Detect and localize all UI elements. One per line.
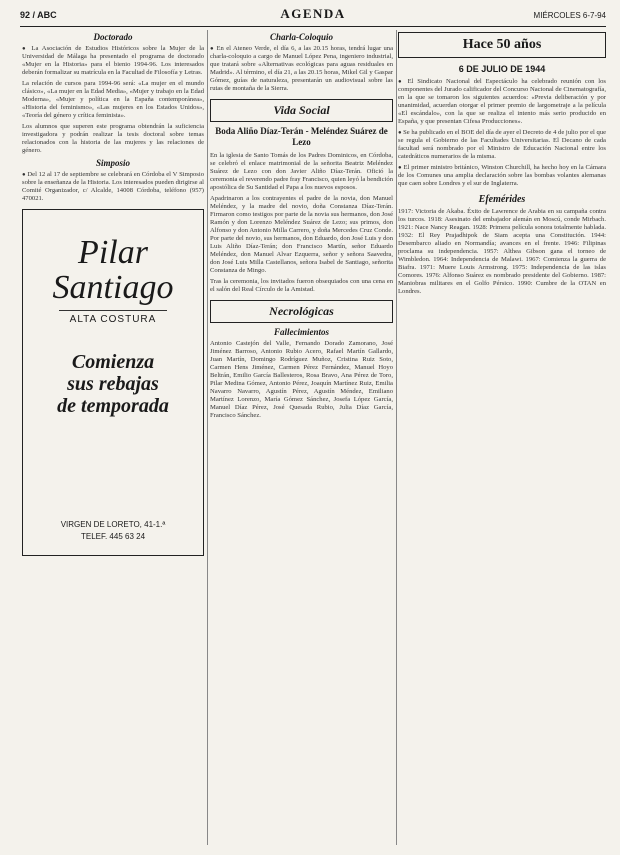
ad-address: VIRGEN DE LORETO, 41-1.ª: [60, 520, 166, 529]
column-right: [398, 30, 606, 299]
doctorado-text: La relación de cursos para 1994-96 será: «La mujer en el mundo clásico», «La mujer en la Edad Media», «Mujer y trabajo en la Edad Moderna», «Mujer y política en la España contemporánea», «Historia del feminismo», «Las mujeres en los Estados Unidos», «Teoría del género y crítica feminista».: [22, 80, 204, 119]
doctorado-heading: Doctorado: [93, 32, 133, 42]
ad-name-first: Pilar: [78, 234, 148, 271]
simposio-text: ● Del 12 al 17 de septiembre se celebrará en Córdoba el V Simposio sobre la enseñanza de la Historia. Los interesados pueden dirigirse al Comité Organizador, c/ Alcalde, 14008 Córdoba, teléfono (957) 470021.: [22, 171, 204, 203]
hace-50-anos-heading: Hace 50 años: [398, 32, 606, 58]
doctorado-text: ● La Asociación de Estudios Históricos sobre la Mujer de la Universidad de Málaga ha presentado el programa de doctorado «Mujer en la Historia» para el bienio 1994-96. Los interesados deberán formalizar su matrícula en la Facultad de Filosofía y Letras.: [22, 45, 204, 77]
charla-heading: Charla-Coloquio: [269, 32, 334, 42]
necrologicas-heading: Necrológicas: [210, 300, 393, 323]
hace-text: ● El primer ministro británico, Winston Churchill, ha hecho hoy en la Cámara de los Comunes una amplia declaración sobre las bombas volantes alemanas que caen sobre Londres y el sur de Inglaterra.: [398, 164, 606, 188]
boda-text: Tras la ceremonia, los invitados fueron obsequiados con una cena en el salón del Real Círculo de la Amistad.: [210, 278, 393, 293]
column-left: [22, 30, 204, 556]
efemerides-heading: Efemérides: [478, 194, 526, 205]
boda-title: Boda Aliño Díaz-Terán - Meléndez Suárez de Lezo: [215, 126, 388, 147]
hace-text: ● Se ha publicado en el BOE del día de ayer el Decreto de 4 de julio por el que se regula el Gobierno de las Facultades Universitarias. El Decano de cada facultad será nombrado por el Ministro de Educación Nacional entre los catedráticos numerarios de la misma.: [398, 129, 606, 161]
ad-promo-line: Comienza: [71, 351, 155, 373]
page-number: 92 / ABC: [20, 10, 57, 20]
boda-text: En la iglesia de Santo Tomás de los Padres Dominicos, en Córdoba, se celebró el enlace matrimonial de la señorita Beatriz Meléndez Suárez de Lezo con don Javier Aliño Díaz-Terán. Ofició la ceremonia el reverendo padre fray Francisco, quien leyó la bendición apostólica de Su Santidad el Papa a los nuevos esposos.: [210, 152, 393, 191]
column-divider: [396, 30, 397, 845]
historic-date: 6 DE JULIO DE 1944: [458, 64, 546, 74]
section-title: AGENDA: [280, 6, 346, 21]
advertisement: [22, 209, 204, 556]
issue-date: MIÉRCOLES 6-7-94: [533, 11, 606, 20]
ad-subtitle: ALTA COSTURA: [59, 310, 167, 325]
ad-phone: TELEF. 445 63 24: [80, 532, 146, 541]
boda-text: Apadrinaron a los contrayentes el padre de la novia, don Manuel Meléndez, y la madre del novio, doña Constanza Díaz-Terán. Firmaron como testigos por parte de la novia sus hermanos, don José Ramón y don Lorenzo Meléndez Suárez de Lezo; sus primos, don Alfonso y don Antonio Milla Carrero, y doña Mercedes Cruz Conde. Por parte del novio, sus hermanos, don Eduardo, don José Luis y don Luis Aliño Díaz-Terán; don Francisco Martín, señor Eduardo Meléndez, don Manuel Alvar Ezquerra, señor y señora Saavedra, don José Luis Milla Castellanos, señora Isabel de Santiago, señorita Constanza de Mingo.: [210, 195, 393, 274]
doctorado-text: Los alumnos que superen este programa obtendrán la suficiencia investigadora y podrán realizar la tesis doctoral sobre temas relacionados con la historia de las mujeres y las relaciones de género.: [22, 123, 204, 154]
page-header: [20, 6, 606, 27]
ad-promo-line: sus rebajas: [67, 373, 159, 395]
vida-social-heading: Vida Social: [210, 99, 393, 122]
hace-text: ● El Sindicato Nacional del Espectáculo ha celebrado reunión con los componentes del Jurado calificador del Concurso Nacional de Cinematografía, en la que se tomaron los siguientes acuerdos: «Previa deliberación y por unanimidad, acuerdan otorgar el primer premio de largometraje a la película «El escándalo», con la que se realiza el intento más serio producido en España, y que presentan Cifesa Producciones».: [398, 78, 606, 126]
ad-name-last: Santiago: [52, 269, 174, 306]
simposio-heading: Simposio: [95, 158, 130, 168]
fallecimientos-heading: Fallecimientos: [274, 327, 329, 337]
ad-promo-line: de temporada: [57, 395, 169, 417]
efemerides-text: 1917: Victoria de Akaba. Éxito de Lawrence de Arabia en su campaña contra los turcos. 1918: Asesinato del embajador alemán en Moscú, conde Mirbach. 1921: Nace Nancy Reagan. 1928: Primera película sonora totalmente hablada. 1932: El Rey Prajadhipok de Siam acepta una Constitución. 1944: Desembarco aliado en Normandía; avances en el frente. 1946: Filipinas proclama su independencia. 1957: Althea Gibson gana el torneo de Wimbledon. 1964: Independencia de Malawi. 1967: Comienza la guerra de Biafra. 1971: Muere Louis Armstrong. 1975: Independencia de las islas Comores. 1976: Alfonso Suárez es nombrado presidente del Gobierno. 1987: Maniobras militares en el Golfo Pérsico. 1990: Cumbre de la OTAN en Londres.: [398, 208, 606, 295]
column-middle: [210, 30, 393, 423]
column-divider: [207, 30, 208, 845]
fallecimientos-text: Antonio Castejón del Valle, Fernando Dorado Zamorano, José Jiménez Barroso, Antonio Rubio Acero, Rafael Martín Gallardo, Juan Martín, Domingo Rodríguez Muñoz, Cristina Ruiz Soto, Carmen Hens Jiménez, Carmen Pérez Fernández, Manuel Hoyo Beltrán, Emilio García Ballesteros, Rosa Bravo, Ana Pérez de Toro, Pilar Medina Gómez, Antonio Pérez, Joaquín Martínez Ruiz, Emilia Navarro Navarro, Agustín Pérez, Agustín Méndez, Emiliano Martínez Lorenzo, María Gómez Sánchez, Josefa López García, Manuel Díaz Pérez, José Quesada Rubio, Julia Díaz García, Francisco Sánchez.: [210, 340, 393, 419]
charla-text: ● En el Ateneo Verde, el día 6, a las 20.15 horas, tendrá lugar una charla-coloquio a cargo de Manuel López Pena, ingeniero industrial, que tratará sobre «Alternativas ecológicas para aguas residuales en Madrid». Al término, el día 21, a las 20.15 horas, Mikel Gil y Gaspar Gómez, guías de naturaleza, presentarán un audiovisual sobre las rutas de montaña de la Sierra.: [210, 45, 393, 93]
